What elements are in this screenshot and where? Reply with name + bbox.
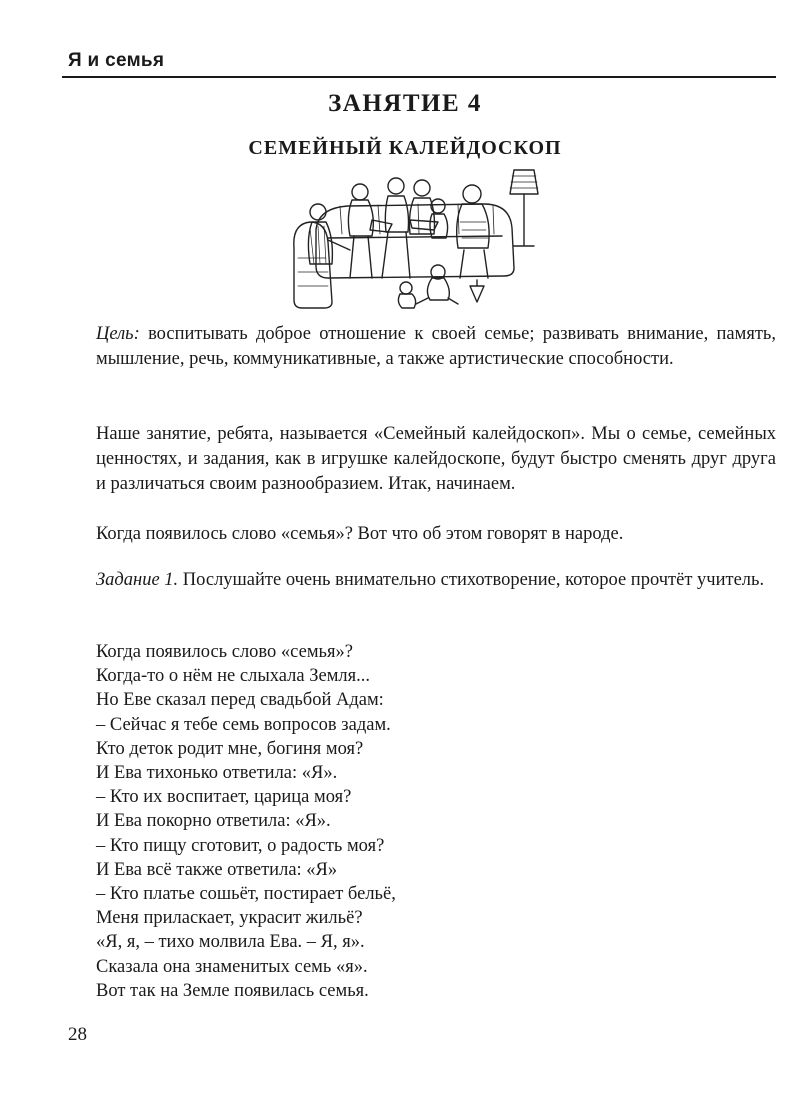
poem-line: Когда-то о нём не слыхала Земля...	[96, 666, 371, 687]
task-1	[96, 568, 776, 593]
poem-line: И Ева всё также ответила: «Я»	[96, 859, 338, 880]
poem-line: И Ева тихонько ответила: «Я».	[96, 763, 338, 784]
poem-line: Меня приласкает, украсит жильё?	[96, 908, 363, 929]
goal-text: воспитывать доброе отношение к своей семье; развивать внимание, память, мышление, речь, коммуникативные, а также артистические способности.	[96, 324, 776, 369]
poem-line: Когда появилось слово «семья»?	[96, 642, 353, 662]
poem-line: Но Еве сказал перед свадьбой Адам:	[96, 690, 384, 711]
running-header	[62, 48, 776, 78]
page-number: 28	[68, 1024, 87, 1045]
family-on-sofa-illustration	[288, 168, 552, 312]
lesson-subtitle: СЕМЕЙНЫЙ КАЛЕЙДОСКОП	[248, 137, 562, 159]
intro-paragraph: Наше занятие, ребята, называется «Семейный калейдоскоп». Мы о семье, семейных ценностях, и задания, как в игрушке калейдоскопе, будут быстро сменять друг друга и различаться своим разнообразием. Итак, начинаем.	[96, 424, 776, 494]
poem	[96, 640, 396, 1003]
poem-line: Вот так на Земле появилась семья.	[96, 980, 369, 1001]
goal-label: Цель:	[96, 324, 140, 344]
poem-line: – Кто их воспитает, царица моя?	[96, 787, 352, 808]
lesson-goal	[96, 322, 776, 372]
poem-line: Кто деток родит мне, богиня моя?	[96, 738, 364, 759]
poem-line: «Я, я, – тихо молвила Ева. – Я, я».	[96, 932, 365, 953]
poem-line: И Ева покорно ответила: «Я».	[96, 811, 331, 832]
poem-line: – Кто платье сошьёт, постирает бельё,	[96, 884, 396, 905]
section-title: Я и семья	[68, 50, 165, 71]
poem-line: – Кто пищу сготовит, о радость моя?	[96, 835, 385, 856]
poem-line: Сказала она знаменитых семь «я».	[96, 956, 368, 977]
poem-line: – Сейчас я тебе семь вопросов задам.	[96, 714, 391, 735]
intro-question: Когда появилось слово «семья»? Вот что об этом говорят в народе.	[96, 524, 624, 544]
task-label: Задание 1.	[96, 570, 179, 590]
lesson-title: ЗАНЯТИЕ 4	[328, 90, 482, 117]
task-text: Послушайте очень внимательно стихотворение, которое прочтёт учитель.	[178, 570, 765, 590]
